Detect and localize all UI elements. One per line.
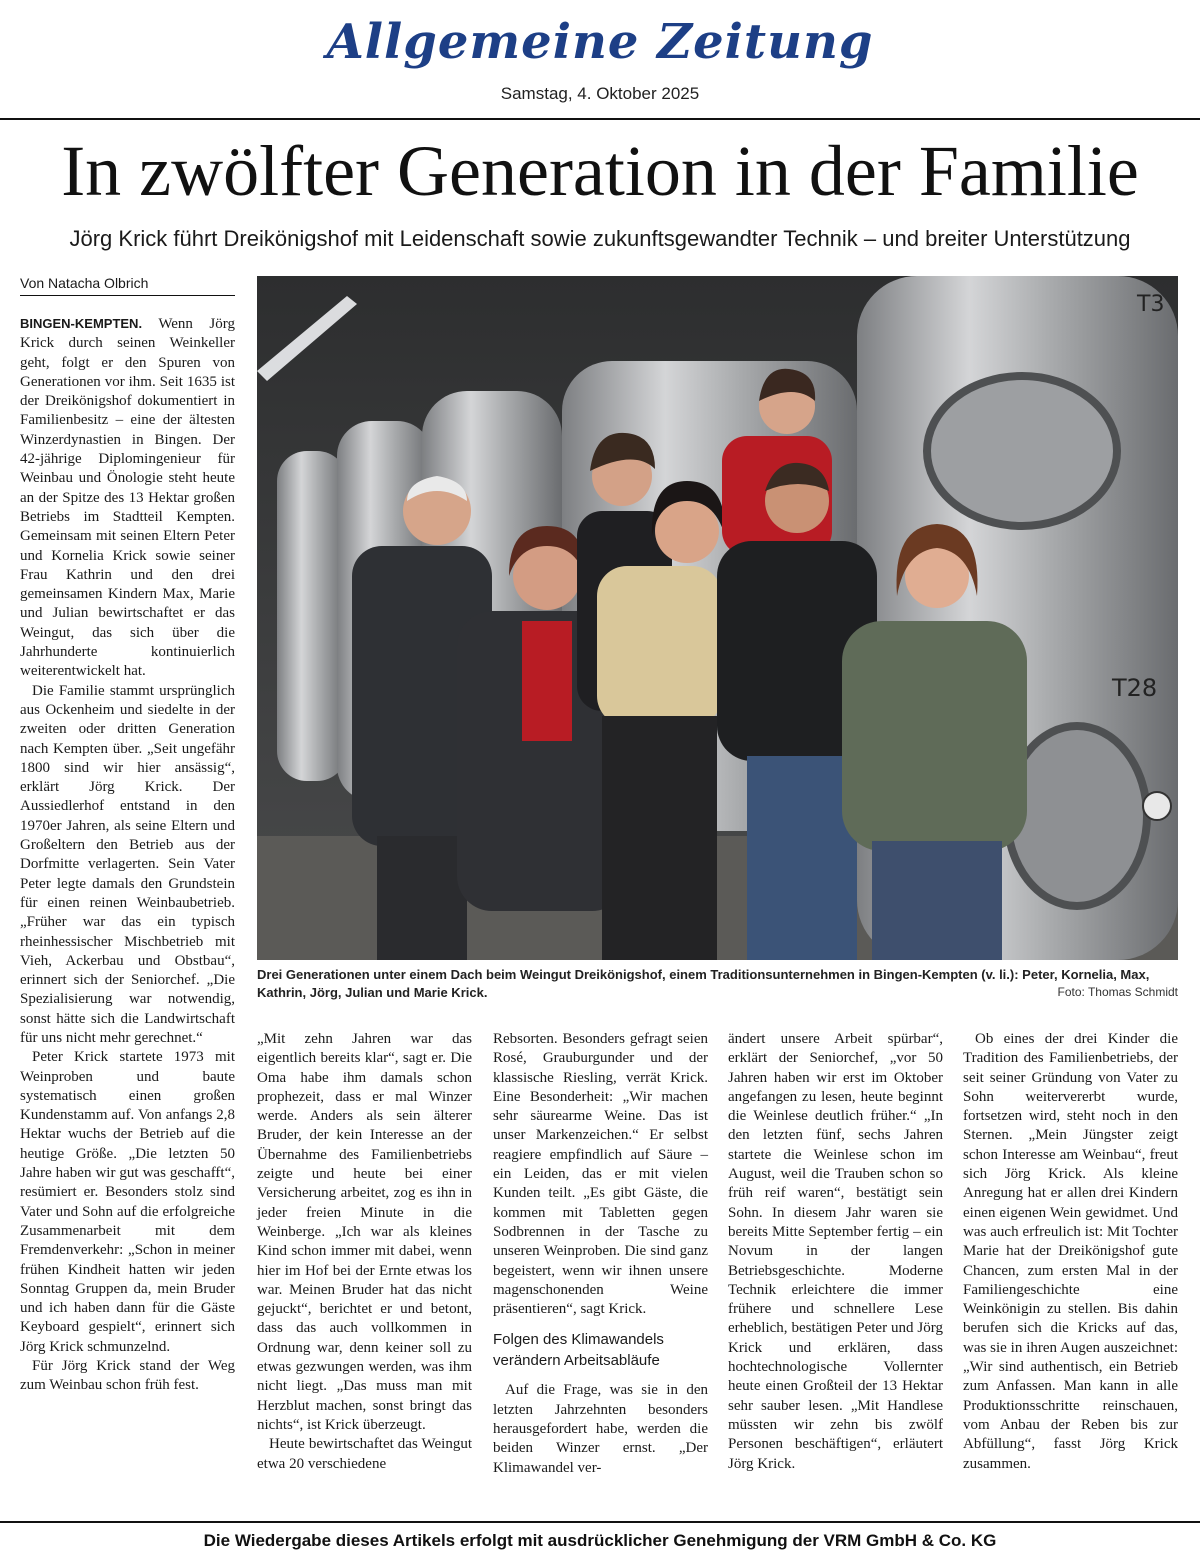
subheadline: Jörg Krick führt Dreikönigshof mit Leidenschaft sowie zukunftsgewandter Technik – und breiter Unterstützung xyxy=(69,226,1131,251)
paragraph: „Mit zehn Jahren war das eigentlich bereits klar“, sagt er. Die Oma habe ihm damals schon prophezeit, dass er mal Winzer werde. Anders als sein älterer Bruder, der kein Interesse an der Übernahme des Familienbetriebs zeigte und heute bei einer Versicherung arbeitet, zog es ihn in jeder freien Minute in die Weinberge. „Ich war als kleines Kind schon immer mit dabei, wenn hier im Hof bei der Ernte etwas los war. Meinen Bruder hat das nicht gejuckt“, berichtet er und betont, dass das auch vollkommen in Ordnung war, denn keiner soll zu etwas gezwungen werden, was ihm nicht liegt. „Das muss man mit Herzblut machen, sonst bringt das nichts“, ist Krick überzeugt. xyxy=(257,1031,472,1433)
dateline: BINGEN-KEMPTEN. xyxy=(20,316,143,331)
headline: In zwölfter Generation in der Familie xyxy=(61,131,1139,211)
photo-caption: Drei Generationen unter einem Dach beim Weingut Dreikönigshof, einem Traditionsunternehmen in Bingen-Kempten (v. li.): Peter, Kornelia, Max, Kathrin, Jörg, Julian und Marie Krick. xyxy=(257,967,1150,1000)
column-1 xyxy=(20,314,235,1396)
photo-credit: Foto: Thomas Schmidt xyxy=(1057,985,1178,999)
paragraph: Peter Krick startete 1973 mit Weinproben und baute systematisch einen großen Kundenstamm auf. Von anfangs 2,8 Hektar wuchs der Betrieb auf die heutige Größe. „Die letzten 50 Jahre haben wir gut was geschafft“, resümiert er. Besonders stolz sind Vater und Sohn auf die erfolgreiche Zusammenarbeit mit dem Fremdenverkehr: „Schon in meiner frühen Kindheit hatten wir jeden Sonntag Gruppen da, mein Bruder und ich haben dann für die Gäste Keyboard gespielt“, erinnert sich Jörg Krick schmunzelnd. xyxy=(20,1049,235,1355)
paragraph: ändert unsere Arbeit spürbar“, erklärt der Seniorchef, „vor 50 Jahren haben wir erst im Oktober angefangen zu lesen, heute beginnt die Weinlese deutlich früher.“ „In den letzten fünf, sechs Jahren startete die Weinlese schon im August, weil die Trauben schon so früh reif waren“, bestätigt sein Sohn. In diesem Jahr waren sie bereits Mitte September fertig – ein Novum in der langen Betriebsgeschichte. Moderne Technik erleichtere die immer frühere und schnellere Lese erheblich, bestätigen Peter und Jörg Krick und erklären, dass hochtechnologische Vollernter heute einen Großteil der 13 Hektar sehr sauber lesen. „Mit Handlese müssten wir zehn bis zwölf Personen beschäftigen“, erläutert Jörg Krick. xyxy=(728,1031,943,1472)
paragraph-text: Wenn Jörg Krick durch seinen Weinkeller geht, folgt er den Spuren von Generationen vor ihm. Seit 1635 ist der Dreikönigshof dokumentiert in Familienbesitz – eine der ältesten Winzerdynastien in Bingen. Der 42-jährige Diplomingenieur für Weinbau und Önologie steht heute an der Spitze des 13 Hektar großen Betriebs im Stadtteil Kempten. Gemeinsam mit seinen Eltern Peter und Kornelia Krick sowie seiner Frau Kathrin und den drei gemeinsamen Kindern Max, Marie und Julian bewirtschaftet er das Weingut, das sich über die Jahrhunderte kontinuierlich weiterentwickelt hat. xyxy=(20,316,235,680)
steel-tank xyxy=(277,451,347,781)
reprint-notice: Die Wiedergabe dieses Artikels erfolgt mit ausdrücklicher Genehmigung der VRM GmbH & Co. KG xyxy=(203,1531,997,1550)
paragraph: Auf die Frage, was sie in den letzten Jahrzehnten besonders herausgefordert habe, werden die beiden Winzer ernst. „Der Klimawandel ver- xyxy=(493,1382,708,1476)
paragraph: Ob eines der drei Kinder die Tradition des Familienbetriebs, der seit seiner Gründung von Vater zu Sohn weitervererbt wurde, fortsetzen wird, steht noch in den Sternen. „Mein Jüngster zeigt schon Interesse am Weinbau“, freut sich Jörg Krick. Als kleine Anregung hat er allen drei Kindern einen eigenen Wein gewidmet. Und was auch erfreulich ist: Mit Tochter Marie hat der Dreikönigshof gute Chancen, zum ersten Mal in der Familiengeschichte eine Weinkönigin zu stellen. Bis dahin berufen sich die Kricks auf das, was sie in ihren Augen auszeichnet: „Wir sind authentisch, ein Betrieb zum Anfassen. Man kann in alle Produktionsschritte reinschauen, vom Anbau der Reben bis zur Abfüllung“, fasst Jörg Krick zusammen. xyxy=(963,1031,1178,1472)
byline: Von Natacha Olbrich xyxy=(20,275,235,296)
bottom-rule xyxy=(0,1521,1200,1523)
newspaper-title: Allgemeine Zeitung xyxy=(326,14,874,70)
section-subheading: Folgen des Klimawandels verändern Arbeitsabläufe xyxy=(493,1331,664,1370)
family-photo xyxy=(257,276,1178,960)
issue-date: Samstag, 4. Oktober 2025 xyxy=(500,84,700,103)
top-rule xyxy=(0,118,1200,120)
column-3 xyxy=(493,1030,708,1478)
paragraph: Die Familie stammt ursprünglich aus Ockenheim und siedelte in der zweiten oder dritten Generation nach Kempten über. „Seit ungefähr 1800 sind wir hier ansässig“, erklärt Jörg Krick. Der Aussiedlerhof entstand in den 1970er Jahren, als seine Eltern und Großeltern den Betrieb aus der Dorfmitte verlagerten. Sein Vater Peter legte damals den Grundstein für einen reinen Weinbaubetrieb. „Früher war das ein typisch rheinhessischer Mischbetrieb mit Vieh, Ackerbau und Obstbau“, erinnert sich der Seniorchef. „Die Spezialisierung war notwendig, sonst hätte sich die Landwirtschaft für uns nicht mehr gerechnet.“ xyxy=(20,682,235,1046)
column-5 xyxy=(963,1030,1178,1474)
tank-label: T28 xyxy=(1112,674,1158,702)
tank-hatch xyxy=(1007,726,1147,906)
gauge-icon xyxy=(1143,792,1171,820)
tank-label: T3 xyxy=(1137,292,1165,317)
paragraph: Rebsorten. Besonders gefragt seien Rosé, Grauburgunder und der klassische Riesling, verrät Krick. Eine Besonderheit: „Wir machen sehr säurearme Weine. Das ist unser Markenzeichen.“ Er selbst reagiere empfindlich auf Säure – ein Leiden, das er mit vielen Kunden teilt. „Es gibt Gäste, die kommen mit Tabletten gegen Sodbrennen in der Tasche zu unseren Weinproben. Die sind ganz begeistert, wenn wir ihnen unsere magenschonenden Weine präsentieren“, sagt Krick. xyxy=(493,1031,708,1318)
wine-cellar-photo xyxy=(257,276,1178,960)
paragraph: Heute bewirtschaftet das Weingut etwa 20 verschiedene xyxy=(257,1436,472,1472)
paragraph xyxy=(20,314,235,682)
column-2 xyxy=(257,1030,472,1474)
column-4 xyxy=(728,1030,943,1474)
masthead xyxy=(0,12,1200,104)
tank-hatch xyxy=(927,376,1117,526)
paragraph: Für Jörg Krick stand der Weg zum Weinbau schon früh fest. xyxy=(20,1358,235,1394)
